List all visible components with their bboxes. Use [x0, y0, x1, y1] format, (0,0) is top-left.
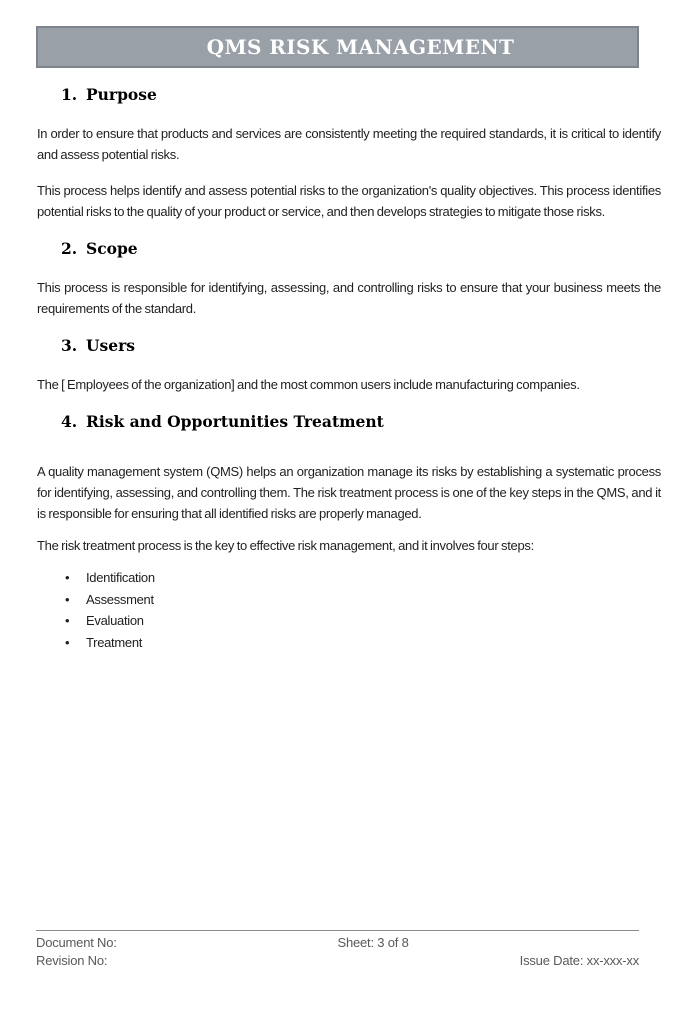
- sheet-label: Sheet: 3 of 8: [337, 935, 409, 950]
- heading-title: Users: [86, 336, 135, 355]
- bullet-item: [37, 610, 661, 632]
- heading-title: Purpose: [86, 85, 157, 104]
- header-banner: [36, 26, 639, 68]
- banner-title: QMS RISK MANAGEMENT: [206, 35, 515, 59]
- paragraph: A quality management system (QMS) helps an organization manage its risks by establishing a systematic process for identifying, assessing, and controlling them. The risk treatment process is one of the key steps in the QMS, and it is responsible for ensuring that all identified risks are properly managed.: [37, 464, 661, 521]
- heading-number: 1.: [61, 85, 78, 104]
- paragraph: The [ Employees of the organization] and the most common users include manufacturing companies.: [37, 377, 580, 392]
- bullet-label: Identification: [86, 570, 155, 585]
- bullet-label: Evaluation: [86, 613, 144, 628]
- heading-title: Risk and Opportunities Treatment: [86, 412, 384, 431]
- page-footer: [36, 930, 639, 970]
- bullet-icon: •: [65, 634, 70, 650]
- section-heading-users: [37, 337, 661, 355]
- paragraph: The risk treatment process is the key to effective risk management, and it involves four steps:: [37, 538, 534, 553]
- heading-number: 2.: [61, 239, 78, 258]
- bullet-item: [37, 567, 661, 589]
- bullet-label: Treatment: [86, 634, 143, 650]
- bullet-label: Assessment: [86, 591, 154, 607]
- bullet-item: [37, 632, 661, 654]
- issue-date-label: Issue Date: xx-xxx-xx: [519, 953, 639, 968]
- section-heading-purpose: [37, 86, 661, 104]
- footer-row: [36, 934, 639, 952]
- bullet-icon: •: [65, 570, 70, 585]
- bullet-item: [37, 589, 661, 611]
- document-body: [37, 86, 661, 653]
- revision-no-label: Revision No:: [36, 953, 108, 968]
- footer-row: [36, 952, 639, 970]
- bullet-icon: •: [65, 591, 70, 607]
- section-heading-scope: [37, 240, 661, 258]
- section-heading-risk-treatment: [37, 413, 661, 431]
- paragraph: This process helps identify and assess potential risks to the organization's quality objectives. This process identifies potential risks to the quality of your product or service, and then develops strategies to mitigate those risks.: [37, 183, 661, 219]
- bullet-icon: •: [65, 613, 70, 628]
- document-no-label: Document No:: [36, 935, 117, 950]
- bullet-list: [37, 567, 661, 653]
- heading-title: Scope: [86, 239, 138, 258]
- paragraph: In order to ensure that products and services are consistently meeting the required standards, it is critical to identify and assess potential risks.: [37, 126, 661, 162]
- heading-number: 4.: [61, 412, 78, 431]
- paragraph: This process is responsible for identifying, assessing, and controlling risks to ensure that your business meets the requirements of the standard.: [37, 280, 661, 316]
- heading-number: 3.: [61, 336, 78, 355]
